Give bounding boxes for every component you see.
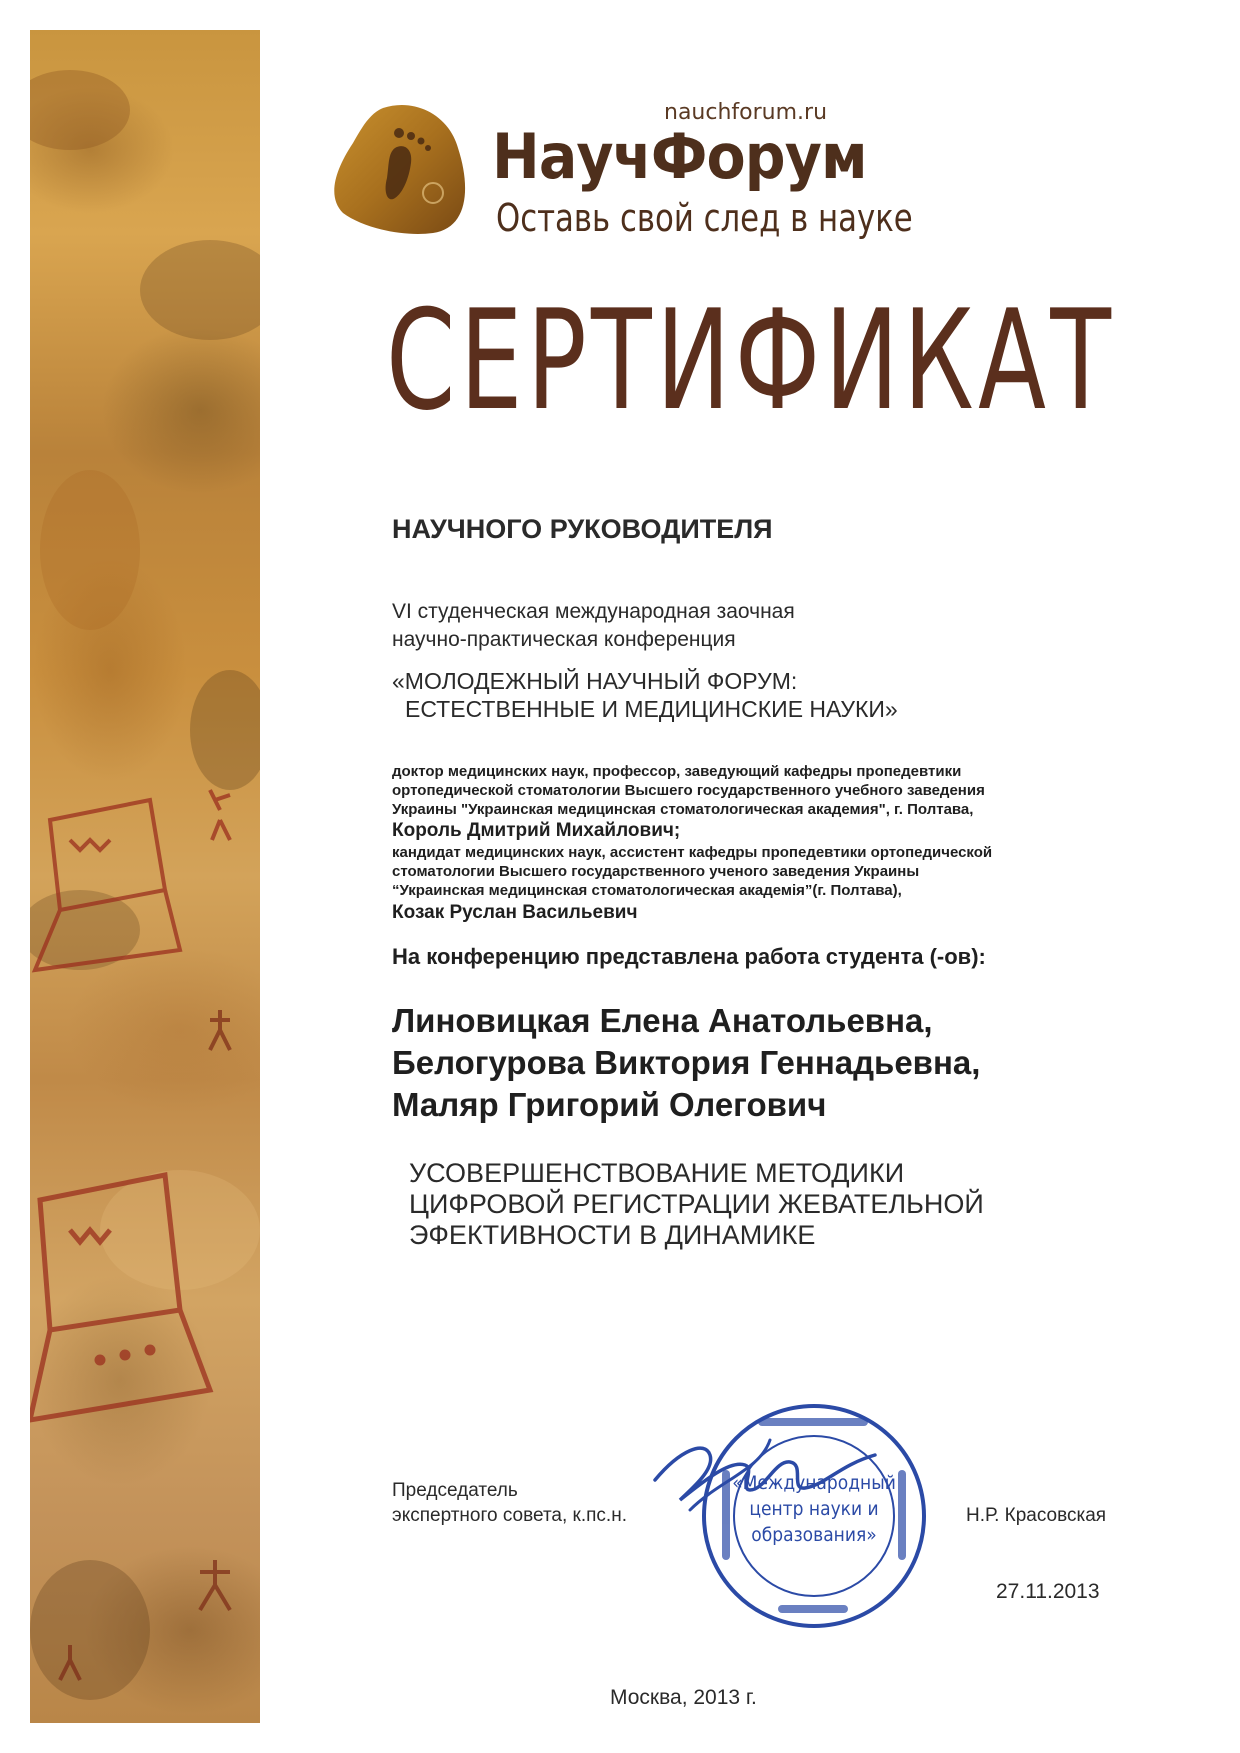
decorative-left-band xyxy=(30,30,260,1723)
supervisor-2-line-1: кандидат медицинских наук, ассистент кафедры пропедевтики ортопедической xyxy=(392,844,993,861)
supervisor-2-line-2: стоматологии Высшего государственного ученого заведения Украины xyxy=(392,863,920,880)
work-title-line: ЭФЕКТИВНОСТИ В ДИНАМИКЕ xyxy=(409,1220,816,1250)
student-name: Линовицкая Елена Анатольевна, xyxy=(392,1002,933,1039)
logo-name: НаучФорум xyxy=(492,120,867,193)
supervisor-2-name: Козак Руслан Васильевич xyxy=(392,902,638,923)
supervisor-2-line-3: “Украинская медицинская стоматологическая академія”(г. Полтава), xyxy=(392,882,902,899)
signer-name: Н.Р. Красовская xyxy=(966,1505,1107,1526)
stamp-text-line-2: центр науки и xyxy=(749,1498,879,1520)
work-title-line: УСОВЕРШЕНСТВОВАНИЕ МЕТОДИКИ xyxy=(409,1158,905,1188)
student-name: Маляр Григорий Олегович xyxy=(392,1086,827,1123)
certificate-subtitle: НАУЧНОГО РУКОВОДИТЕЛЯ xyxy=(392,514,773,544)
signature-date: 27.11.2013 xyxy=(996,1580,1100,1603)
student-name: Белогурова Виктория Геннадьевна, xyxy=(392,1044,981,1081)
signer-position-line-1: Председатель xyxy=(392,1480,518,1501)
conference-name-line-1: «МОЛОДЕЖНЫЙ НАУЧНЫЙ ФОРУМ: xyxy=(392,668,798,694)
conference-line-1: VI студенческая международная заочная xyxy=(392,600,795,623)
stamp-text-line-1: «Международный xyxy=(732,1472,896,1494)
handwritten-signature-icon xyxy=(650,1420,880,1530)
footprint-logo-icon xyxy=(333,103,473,238)
certificate-title: СЕРТИФИКАТ xyxy=(386,280,1116,441)
presented-label: На конференцию представлена работа студента (-ов): xyxy=(392,944,986,969)
signer-position-line-2: экспертного совета, к.пс.н. xyxy=(392,1505,627,1526)
stamp-text-line-3: образования» xyxy=(751,1524,877,1546)
conference-line-2: научно-практическая конференция xyxy=(392,628,736,651)
conference-name-line-2: ЕСТЕСТВЕННЫЕ И МЕДИЦИНСКИЕ НАУКИ» xyxy=(405,696,898,722)
supervisor-1-line-2: ортопедической стоматологии Высшего государственного учебного заведения xyxy=(392,782,985,799)
logo-slogan: Оставь свой след в науке xyxy=(496,196,913,240)
supervisor-1-line-1: доктор медицинских наук, профессор, заведующий кафедры пропедевтики xyxy=(392,763,962,780)
rock-art-drawings xyxy=(30,30,260,1723)
logo-url: nauchforum.ru xyxy=(664,100,828,125)
work-title-line: ЦИФРОВОЙ РЕГИСТРАЦИИ ЖЕВАТЕЛЬНОЙ xyxy=(409,1189,984,1219)
footer-place-year: Москва, 2013 г. xyxy=(610,1686,757,1709)
supervisor-1-name: Король Дмитрий Михайлович; xyxy=(392,820,681,841)
supervisor-1-line-3: Украины "Украинская медицинская стоматологическая академия", г. Полтава, xyxy=(392,801,974,818)
